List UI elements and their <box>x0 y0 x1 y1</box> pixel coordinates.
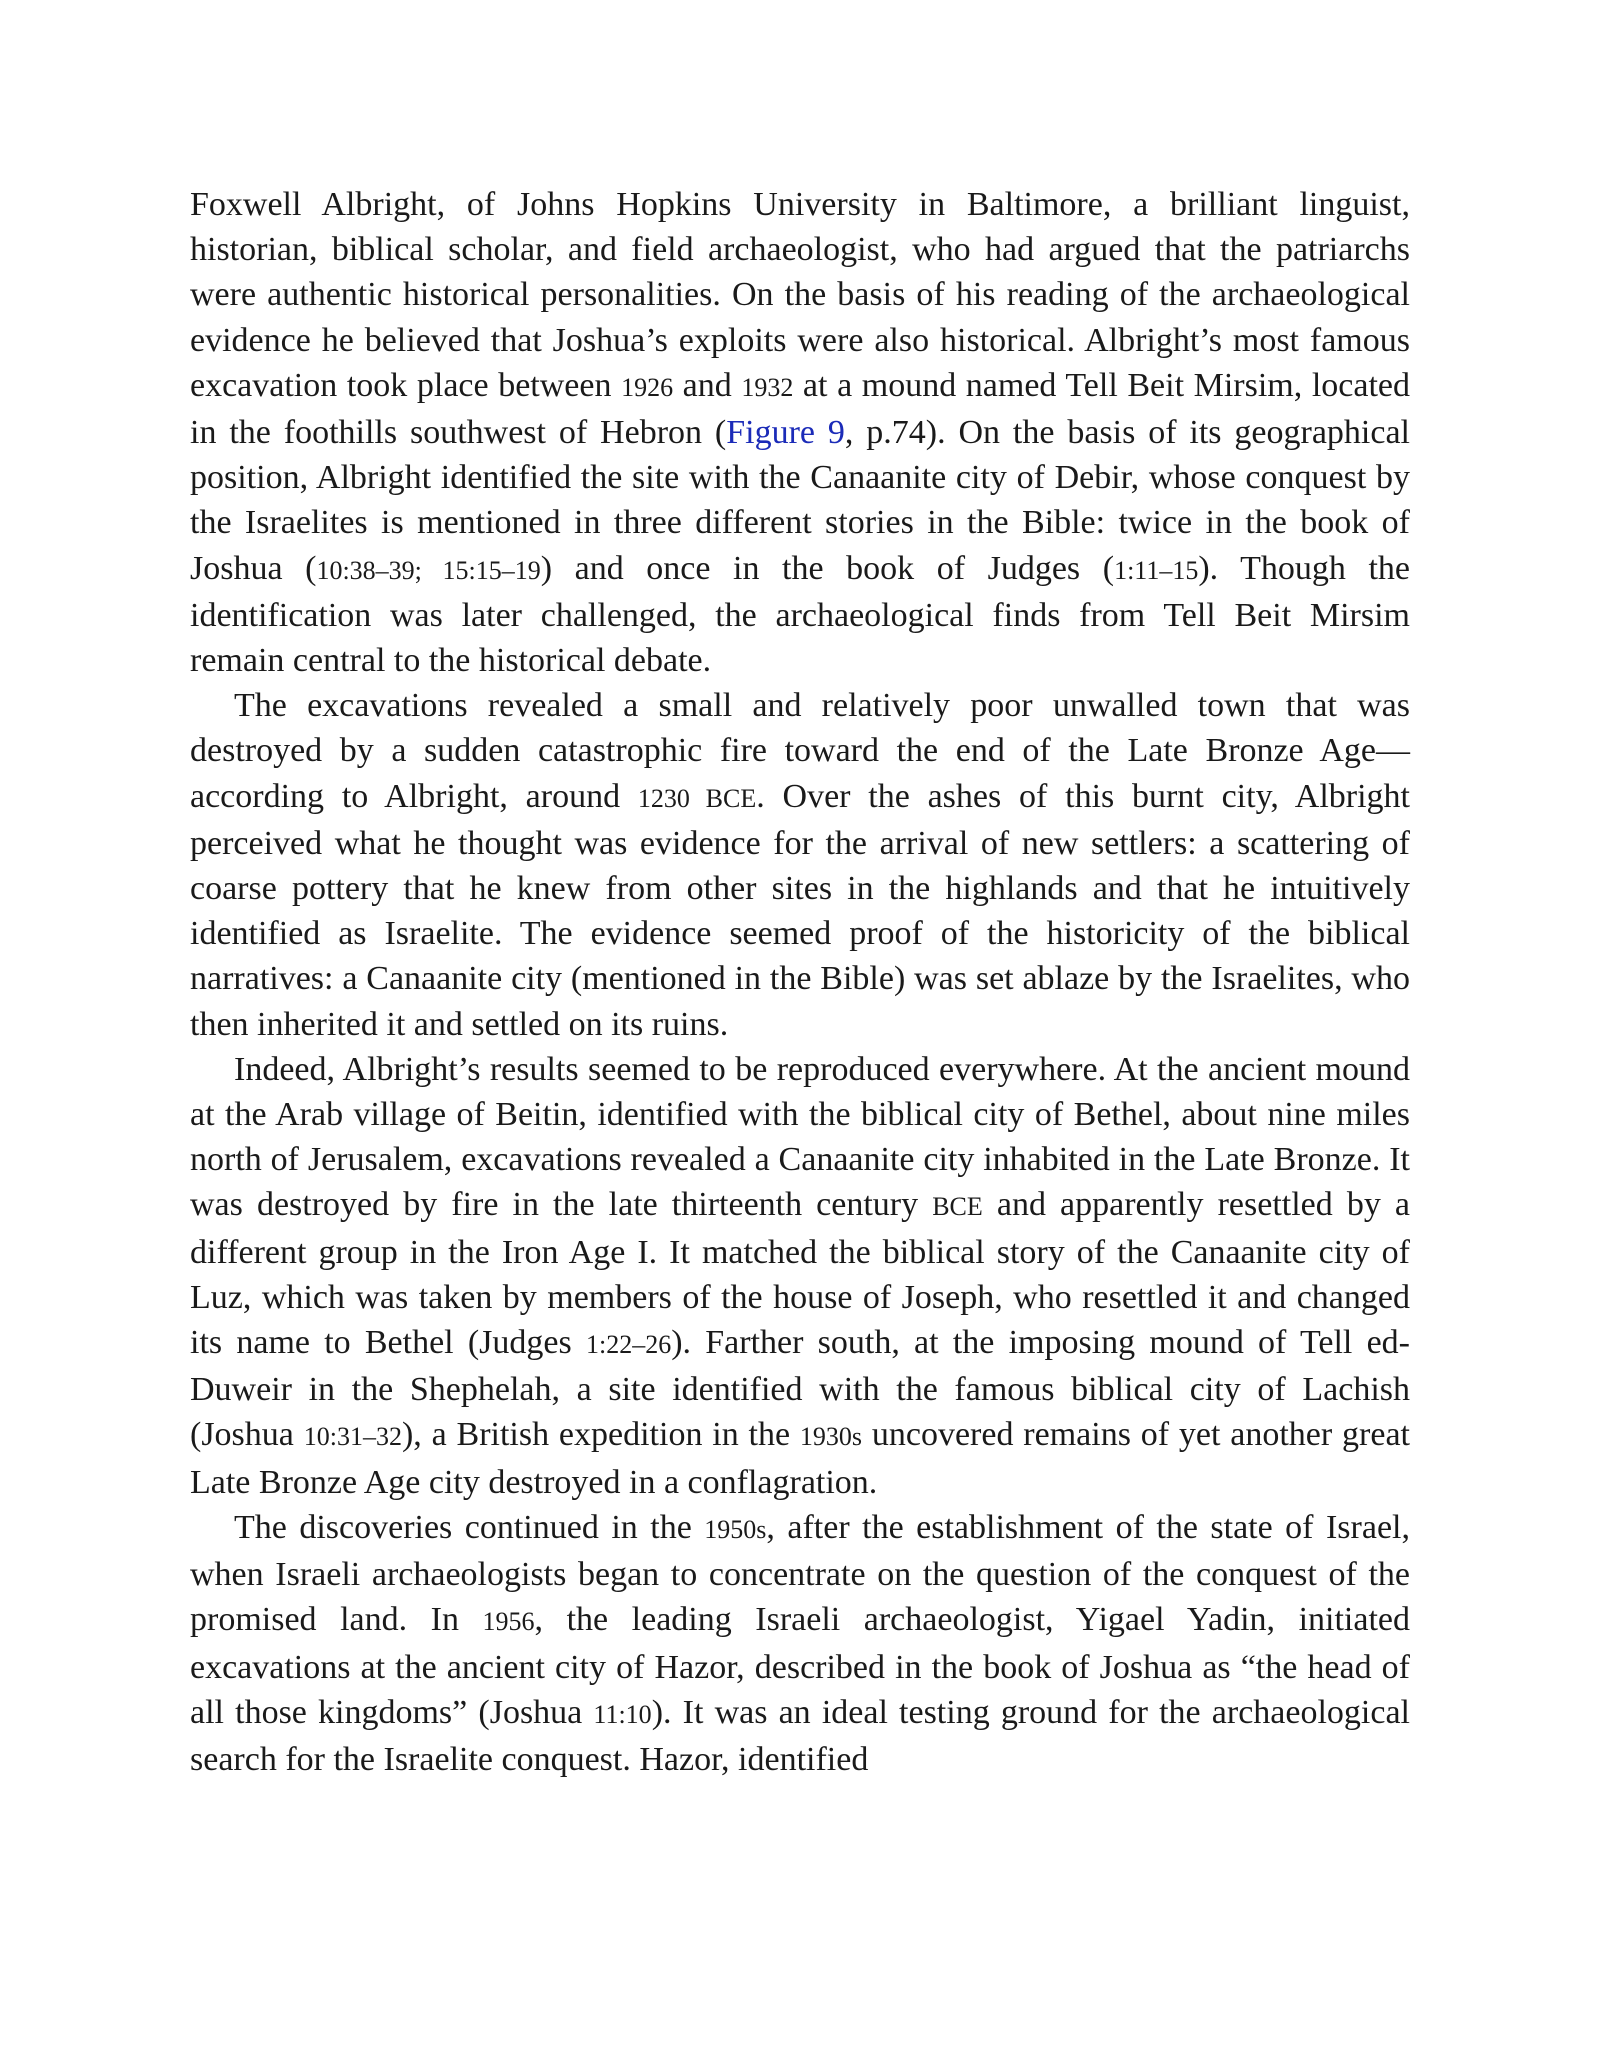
small-caps-text: 1932 <box>741 372 794 402</box>
text-run: ), a British expedition in the <box>401 1416 800 1454</box>
text-run: Foxwell Albright, of Johns Hopkins University in Baltimore, a brilliant linguist, historian, biblical scholar, and field archaeologist, who had argued that the patriarchs were authentic historical personalities. On the basis of his reading of the archaeological evidence he believed that Joshua’s exploits were also historical. Albright’s most famous excavation took place between <box>190 186 1410 404</box>
text-run: and <box>673 366 742 404</box>
paragraph-2 <box>190 683 1410 1047</box>
text-run: . Over the ashes of this burnt city, Albright perceived what he thought was evidence for the arrival of new settlers: a scattering of coarse pottery that he knew from other sites in the highlands and that he intuitively identified as Israelite. The evidence seemed proof of the historicity of the biblical narratives: a Canaanite city (mentioned in the Bible) was set ablaze by the Israelites, who then inherited it and settled on its ruins. <box>190 777 1410 1043</box>
small-caps-text: 1:22–26 <box>585 1330 672 1360</box>
text-run: at a mound named Tell Beit Mirsim, located in the foothills southwest of Hebron ( <box>190 366 1410 452</box>
small-caps-text: 1950s <box>704 1514 767 1544</box>
text-run: The excavations revealed a small and relatively poor unwalled town that was destroyed by a sudden catastrophic fire toward the end of the Late Bronze Age—according to Albright, around <box>190 687 1410 815</box>
text-run: ) and once in the book of Judges ( <box>540 549 1115 587</box>
paragraph-1 <box>190 182 1410 683</box>
small-caps-text: 1956 <box>482 1607 535 1637</box>
text-run: and apparently resettled by a different group in the Iron Age I. It matched the biblical story of the Canaanite city of Luz, which was taken by members of the house of Joseph, who resettled it and changed its name to Bethel (Judges <box>190 1186 1410 1362</box>
small-caps-text: 10:38–39; 15:15–19 <box>316 555 541 585</box>
small-caps-text: 10:31–32 <box>303 1422 402 1452</box>
small-caps-text: 1:11–15 <box>1114 555 1199 585</box>
small-caps-text: 1926 <box>621 372 674 402</box>
small-caps-text: BCE <box>932 1192 983 1222</box>
text-run: uncovered remains of yet another great Late Bronze Age city destroyed in a conflagration. <box>190 1416 1410 1501</box>
text-run: ). Farther south, at the imposing mound of Tell ed-Duweir in the Shephelah, a site identified with the famous biblical city of Lachish (Joshua <box>190 1324 1411 1454</box>
text-run: ). It was an ideal testing ground for the archaeological search for the Israelite conquest. Hazor, identified <box>190 1693 1410 1778</box>
text-run: Indeed, Albright’s results seemed to be reproduced everywhere. At the ancient mound at the Arab village of Beitin, identified with the biblical city of Bethel, about nine miles north of Jerusalem, excavations revealed a Canaanite city inhabited in the Late Bronze. It was destroyed by fire in the late thirteenth century <box>190 1050 1410 1224</box>
paragraph-3 <box>190 1047 1410 1505</box>
text-run: , the leading Israeli archaeologist, Yigael Yadin, initiated excavations at the ancient city of Hazor, described in the book of Joshua as “the head of all those kingdoms” (Joshua <box>190 1601 1410 1731</box>
small-caps-text: 1230 BCE <box>637 783 757 813</box>
text-run: , after the establishment of the state of Israel, when Israeli archaeologists began to concentrate on the question of the conquest of the promised land. In <box>190 1508 1410 1639</box>
text-run: The discoveries continued in the <box>234 1508 705 1546</box>
page-body <box>190 182 1410 1782</box>
text-run: , p.74). On the basis of its geographical position, Albright identified the site with the Canaanite city of Debir, whose conquest by the Israelites is mentioned in three different stories in the Bible: twice in the book of Joshua ( <box>190 414 1411 587</box>
figure-link[interactable]: Figure 9 <box>726 414 845 452</box>
small-caps-text: 1930s <box>799 1422 863 1452</box>
small-caps-text: 11:10 <box>593 1699 652 1729</box>
text-run: ). Though the identification was later challenged, the archaeological finds from Tell Beit Mirsim remain central to the historical debate. <box>190 549 1411 680</box>
paragraph-4 <box>190 1505 1410 1782</box>
